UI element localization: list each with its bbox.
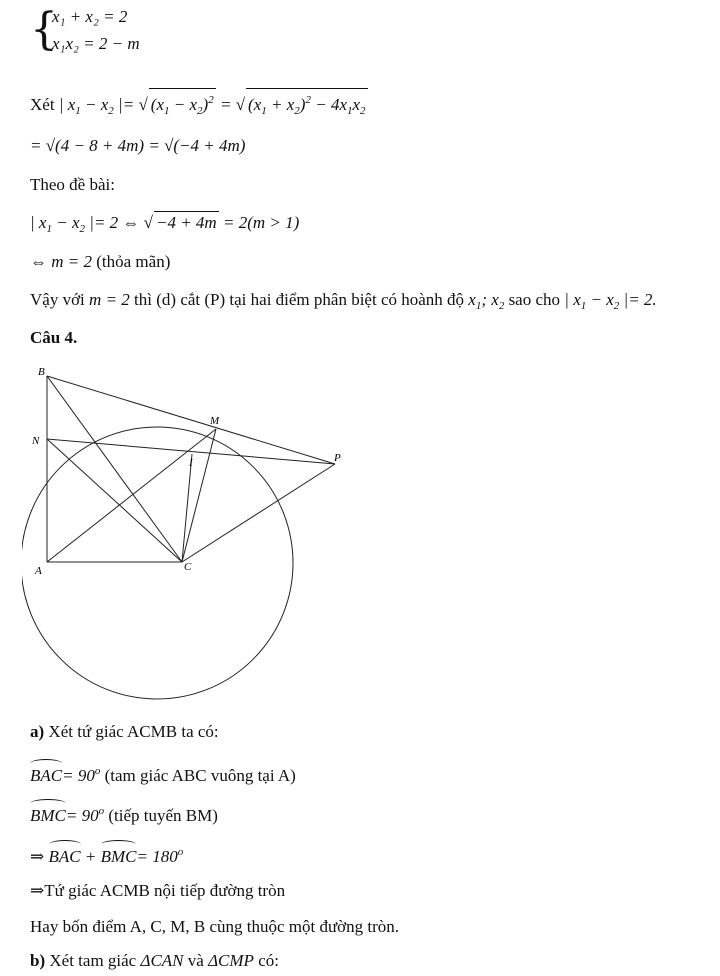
m-equals: m = 2 [51,252,92,271]
sqrt-expand-line: = √(4 − 8 + 4m) = √(−4 + 4m) [30,136,246,155]
noi-tiep: Tứ giác ACMB nội tiếp đường tròn [44,881,286,900]
segment-BP [47,376,335,464]
condition-tail: (m > 1) [247,213,300,232]
segment-CM [182,429,216,562]
part-b-end: có: [258,951,279,970]
m-equals-line: ⇔ m = 2 (thỏa mãn) [30,252,171,271]
part-a-label: a) [30,722,45,741]
angle-bmc: BMC [30,806,66,825]
bmc-note: (tiếp tuyến BM) [108,806,218,825]
bac-deg: o [94,765,101,777]
part-b-line [30,950,279,972]
brace: { [30,4,58,55]
cau4-heading: Câu 4. [30,328,78,347]
part-b-text: Xét tam giác [49,951,137,970]
segment-AM [47,429,216,562]
theo-de-bai: Theo đề bài: [30,175,115,194]
sum-line: ⇒ BAC + $BMC= 180^o$ [30,846,184,866]
segment-BC [47,376,182,562]
bmc-line: $BMC= 90^o$ (tiếp tuyến BM) [30,805,218,825]
noi-tiep-line: ⇒Tứ giác ACMB nội tiếp đường tròn [30,881,286,900]
difference-line: Xét | $x_1 - x_2$ |= √ $(x_1 - x_2)^2$ = √ $(x_1 + x_2)^2 - 4x_1x_2$ [30,88,368,122]
segment-NC [47,439,182,562]
triangle-cmp: ΔCMP [208,951,254,970]
label-I: I [189,457,193,469]
geometry-figure [22,362,362,707]
conclusion-mid: thì (d) cắt (P) tại hai điểm phân biệt có hoành độ [134,290,465,309]
bac-line [30,760,296,787]
bac-note: (tam giác ABC vuông tại A) [104,766,296,785]
label-M: M [210,415,220,427]
label-P: P [334,452,341,464]
system-eq1: x₁ + x₂ = 2 [52,7,128,26]
system-eq2: x₁x₂ = 2 − m [52,34,140,53]
circle [22,427,293,699]
segment-CI [182,454,192,562]
conclusion-end: sao cho [508,290,561,309]
bac-ninety: = 90 [62,766,95,785]
triangle-can: ΔCAN [140,951,184,970]
hay-line: Hay bốn điểm A, C, M, B cùng thuộc một đường tròn. [30,917,400,936]
segment-CP [182,464,335,562]
label-C: C [184,561,192,573]
xet-label: Xét [30,95,55,114]
part-b-label: b) [30,951,46,970]
thoa-man: (thỏa mãn) [96,252,171,271]
part-b-and: và [187,951,204,970]
label-B: B [38,366,45,378]
part-a-line [30,721,219,743]
conclusion-line: Vậy với m = 2 thì (d) cắt (P) tại hai điểm phân biệt có hoành độ $x_1$; $x_2$ sao cho | $x_1 - x_2$ |= 2. [30,290,657,312]
sum-value: = 180 [136,847,178,866]
part-a-text: Xét tứ giác ACMB ta có: [48,722,219,741]
condition-line: | $x_1 - x_2$ |= 2 ⇔ √ −4 + 4m = 2(m > 1) [30,213,300,235]
angle-bac: BAC [30,766,63,785]
label-N: N [32,435,40,447]
label-A: A [35,565,42,577]
conclusion-start: Vậy với [30,290,85,309]
